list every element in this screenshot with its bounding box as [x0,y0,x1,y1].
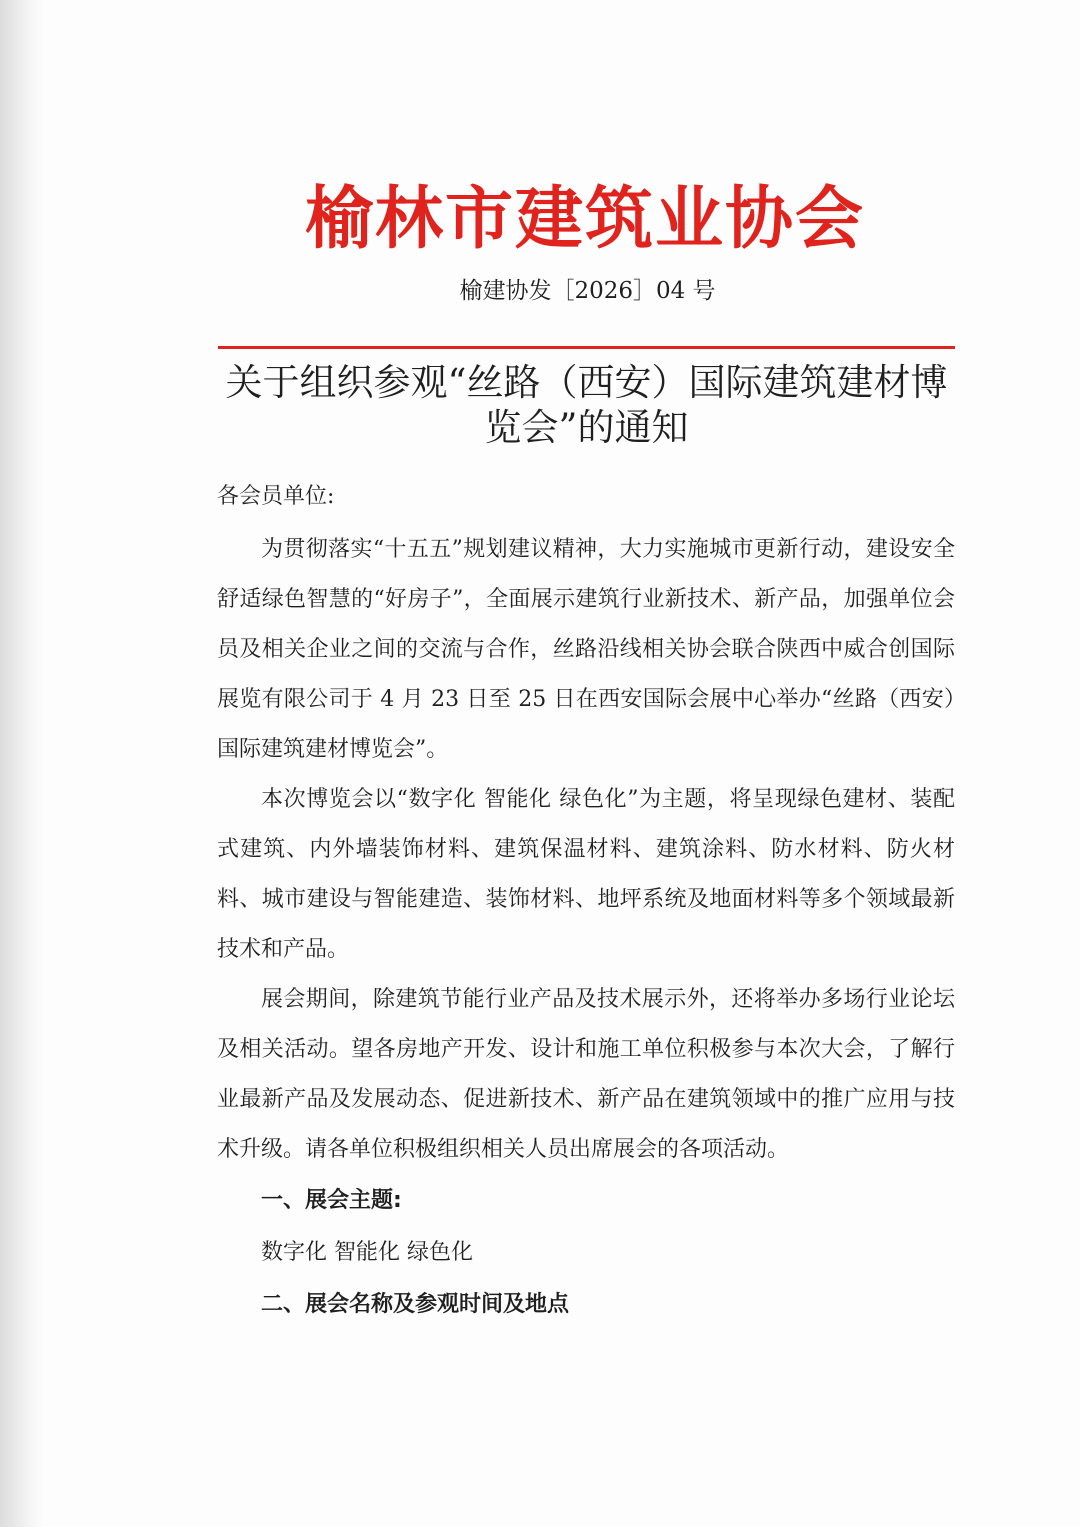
organization-letterhead: 榆林市建筑业协会 [304,180,865,259]
paragraph-purpose: 为贯彻落实“十五五”规划建议精神，大力实施城市更新行动，建设安全舒适绿色智慧的“好房子”，全面展示建筑行业新技术、新产品，加强单位会员及相关企业之间的交流与合作，丝路沿线相关协会联合陕西中威合创国际展览有限公司于 4 月 23 日至 25 日在西安国际会展中心举办“丝路（西安）国际建筑建材博览会”。 [217,537,955,762]
paragraph-activities: 展会期间，除建筑节能行业产品及技术展示外，还将举办多场行业论坛及相关活动。望各房地产开发、设计和施工单位积极参与本次大会，了解行业最新产品及发展动态、促进新技术、新产品在建筑领域中的推广应用与技术升级。请各单位积极组织相关人员出席展会的各项活动。 [217,987,955,1162]
document-number: 榆建协发［2026］04 号 [459,278,716,304]
salutation: 各会员单位: [217,484,335,509]
section-heading-name-time-place: 二、展会名称及参观时间及地点 [261,1292,570,1317]
letterhead-red-rule [218,346,955,349]
section-heading-theme: 一、展会主题: [261,1188,402,1213]
section-content-theme: 数字化 智能化 绿色化 [261,1240,473,1265]
notice-title: 关于组织参观“丝路（西安）国际建筑建材博览会”的通知 [225,361,948,449]
notice-body [217,475,955,1331]
paragraph-theme: 本次博览会以“数字化 智能化 绿色化”为主题，将呈现绿色建材、装配式建筑、内外墙装饰材料、建筑保温材料、建筑涂料、防水材料、防火材料、城市建设与智能建造、装饰材料、地坪系统及地面材料等多个领域最新技术和产品。 [217,787,955,962]
